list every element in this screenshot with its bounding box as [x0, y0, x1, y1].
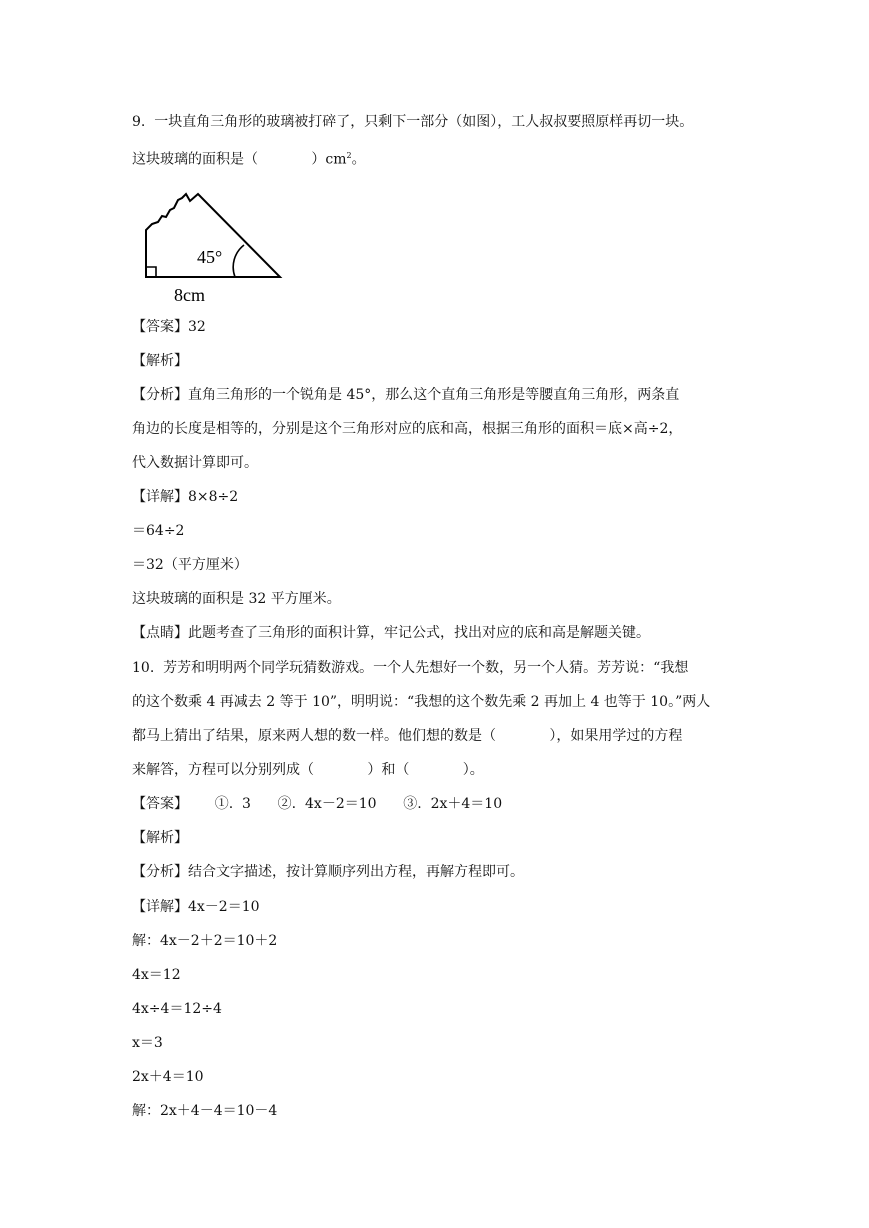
q9-answer: 【答案】32: [132, 319, 206, 335]
q10-text-line1: 10. 芳芳和明明两个同学玩猜数游戏。一个人先想好一个数，另一个人猜。芳芳说：“我想: [132, 660, 689, 676]
q10-xiangjie-line4: 4x÷4＝12÷4: [132, 1001, 222, 1017]
q9-fenxi-line3: 代入数据计算即可。: [132, 455, 258, 471]
q10-xiangjie-line1: 【详解】4x－2＝10: [132, 899, 260, 915]
q10-xiangjie-line2: 解：4x－2＋2＝10＋2: [132, 933, 278, 949]
q10-answer: 【答案】 ①. 3 ②. 4x－2＝10 ③. 2x＋4＝10: [132, 796, 503, 812]
broken-triangle-figure: [132, 178, 292, 306]
q9-xiangjie-line2: ＝64÷2: [132, 523, 185, 539]
angle-arc: [233, 245, 244, 277]
right-angle-mark: [146, 267, 156, 277]
q9-analysis-heading: 【解析】: [132, 353, 188, 369]
q9-xiangjie-line1: 【详解】8×8÷2: [132, 489, 239, 505]
q10-analysis-heading: 【解析】: [132, 830, 188, 846]
q10-text-line2: 的这个数乘 4 再减去 2 等于 10”，明明说：“我想的这个数先乘 2 再加上 4 也等于 10。”两人: [132, 694, 711, 710]
q10-xiangjie-line7: 解：2x＋4－4＝10－4: [132, 1103, 278, 1119]
base-length-label: 8cm: [174, 285, 205, 305]
q10-xiangjie-line5: x＝3: [132, 1035, 163, 1051]
q9-fenxi-line1: 【分析】直角三角形的一个锐角是 45°，那么这个直角三角形是等腰直角三角形，两条直: [132, 387, 680, 403]
q9-unit-exponent: 2: [346, 151, 352, 160]
q9-dianjing: 【点睛】此题考查了三角形的面积计算，牢记公式，找出对应的底和高是解题关键。: [132, 625, 650, 641]
q9-xiangjie-line4: 这块玻璃的面积是 32 平方厘米。: [132, 591, 341, 607]
q10-text-line4: 来解答，方程可以分别列成（ ）和（ ）。: [132, 762, 484, 778]
q9-blank-text: 这块玻璃的面积是（ ）cm: [132, 151, 347, 168]
angle-label: 45°: [197, 247, 223, 267]
q10-xiangjie-line3: 4x＝12: [132, 967, 181, 983]
broken-triangle-diagram: [132, 178, 292, 306]
q10-xiangjie-line6: 2x＋4＝10: [132, 1069, 204, 1085]
q10-text-line3: 都马上猜出了结果，原来两人想的数一样。他们想的数是（ ），如果用学过的方程: [132, 728, 683, 744]
q9-text-line1: 9. 一块直角三角形的玻璃被打碎了，只剩下一部分（如图），工人叔叔要照原样再切一块。: [132, 114, 694, 130]
q10-fenxi: 【分析】结合文字描述，按计算顺序列出方程，再解方程即可。: [132, 864, 524, 880]
q9-xiangjie-line3: ＝32（平方厘米）: [132, 557, 248, 573]
q9-text-line2: [132, 146, 366, 170]
q9-fenxi-line2: 角边的长度是相等的，分别是这个三角形对应的底和高，根据三角形的面积＝底×高÷2，: [132, 421, 683, 437]
q9-text-end: 。: [351, 151, 366, 168]
